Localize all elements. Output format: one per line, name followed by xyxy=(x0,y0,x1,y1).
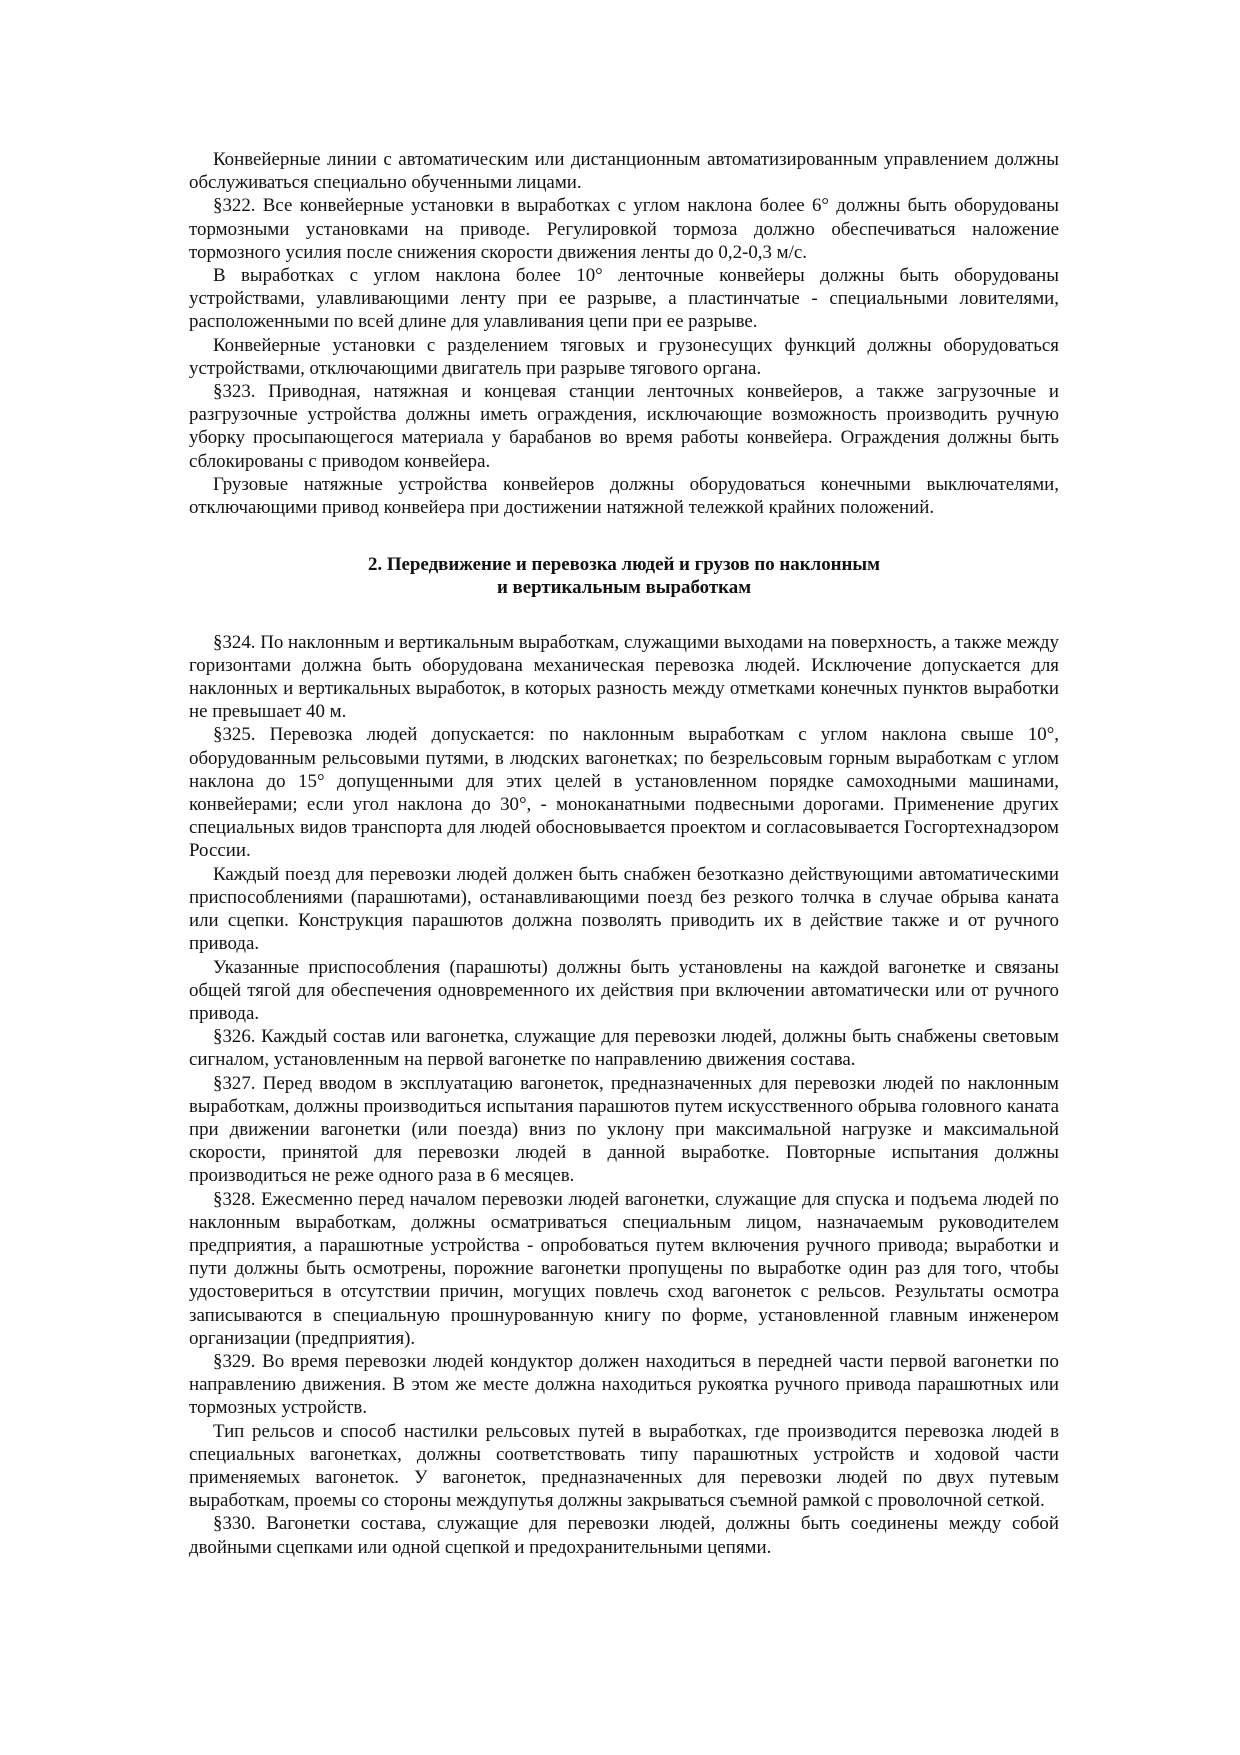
paragraph-328: §328. Ежесменно перед началом перевозки людей вагонетки, служащие для спуска и подъема людей по наклонным выработкам, должны осматриваться специальным лицом, назначаемым руководителем предприятия, а парашютные устройства - опробоваться путем включения ручного привода; выработки и пути должны быть осмотрены, порожние вагонетки пропущены по выработке один раз для того, чтобы удостовериться в отсутствии причин, могущих повлечь сход вагонеток с рельсов. Результаты осмотра записываются в специальную прошнурованную книгу по форме, установленной главным инженером организации (предприятия). xyxy=(189,1188,1059,1349)
paragraph-329: §329. Во время перевозки людей кондуктор должен находиться в передней части первой вагонетки по направлению движения. В этом же месте должна находиться рукоятка ручного привода парашютных или тормозных устройств. xyxy=(189,1350,1059,1419)
paragraph-322: §322. Все конвейерные установки в выработках с углом наклона более 6° должны быть оборудованы тормозными установками на приводе. Регулировкой тормоза должно обеспечиваться наложение тормозного усилия после снижения скорости движения ленты до 0,2-0,3 м/с. xyxy=(189,195,1059,263)
paragraph-326: §326. Каждый состав или вагонетка, служащие для перевозки людей, должны быть снабжены световым сигналом, установленным на первой вагонетке по направлению движения состава. xyxy=(189,1026,1059,1071)
paragraph-parachute-linkage: Указанные приспособления (парашюты) должны быть установлены на каждой вагонетке и связаны общей тягой для обеспечения одновременного их действия при включении автоматически или от ручного привода. xyxy=(189,956,1059,1024)
paragraph-330: §330. Вагонетки состава, служащие для перевозки людей, должны быть соединены между собой двойными сцепками или одной сцепкой и предохранительными цепями. xyxy=(189,1513,1059,1558)
paragraph-train-parachutes: Каждый поезд для перевозки людей должен быть снабжен безотказно действующими автоматическими приспособлениями (парашютами), останавливающими поезд без резкого толчка в случае обрыва каната или сцепки. Конструкция парашютов должна позволять приводить их в действие также и от ручного привода. xyxy=(189,863,1059,955)
paragraph-324: §324. По наклонным и вертикальным выработкам, служащими выходами на поверхность, а также между горизонтами должна быть оборудована механическая перевозка людей. Исключение допускается для наклонных и вертикальных выработок, в которых разность между отметками конечных пунктов выработки не превышает 40 м. xyxy=(189,631,1059,723)
paragraph-tension-limit-switches: Грузовые натяжные устройства конвейеров должны оборудоваться конечными выключателями, отключающими привод конвейера при достижении натяжной тележкой крайних положений. xyxy=(189,473,1059,519)
paragraph-327: §327. Перед вводом в эксплуатацию вагонеток, предназначенных для перевозки людей по наклонным выработкам, должны производиться испытания парашютов путем искусственного обрыва головного каната при движении вагонетки (или поезда) вниз по уклону при максимальной нагрузке и максимальной скорости, принятой для перевозки людей в данной выработке. Повторные испытания должны производиться не реже одного раза в 6 месяцев. xyxy=(189,1072,1059,1187)
section-heading xyxy=(189,553,1059,599)
paragraph-rail-types: Тип рельсов и способ настилки рельсовых путей в выработках, где производится перевозка людей в специальных вагонетках, должны соответствовать типу парашютных устройств и ходовой части применяемых вагонеток. У вагонеток, предназначенных для перевозки людей по двух путевым выработкам, проемы со стороны междупутья должны закрываться съемной рамкой с проволочной сеткой. xyxy=(189,1420,1059,1512)
paragraph-conveyor-remote-control: Конвейерные линии с автоматическим или дистанционным автоматизированным управлением должны обслуживаться специально обученными лицами. xyxy=(189,149,1059,194)
section-heading-line-1: 2. Передвижение и перевозка людей и грузов по наклонным xyxy=(367,554,881,576)
document-page xyxy=(189,148,1059,1559)
paragraph-conveyor-traction-split: Конвейерные установки с разделением тяговых и грузонесущих функций должны оборудоваться устройствами, отключающими двигатель при разрыве тягового органа. xyxy=(189,334,1059,379)
paragraph-323: §323. Приводная, натяжная и концевая станции ленточных конвейеров, а также загрузочные и разгрузочные устройства должны иметь ограждения, исключающие возможность производить ручную уборку просыпающегося материала у барабанов во время работы конвейера. Ограждения должны быть сблокированы с приводом конвейера. xyxy=(189,381,1059,472)
paragraph-conveyor-belt-catchers: В выработках с углом наклона более 10° ленточные конвейеры должны быть оборудованы устройствами, улавливающими ленту при ее разрыве, а пластинчатые - специальными ловителями, расположенными по всей длине для улавливания цепи при ее разрыве. xyxy=(189,265,1059,333)
paragraph-325: §325. Перевозка людей допускается: по наклонным выработкам с углом наклона свыше 10°, оборудованным рельсовыми путями, в людских вагонетках; по безрельсовым горным выработкам с углом наклона до 15° допущенными для этих целей в установленном порядке самоходными машинами, конвейерами; если угол наклона до 30°, - моноканатными подвесными дорогами. Применение других специальных видов транспорта для людей обосновывается проектом и согласовывается Госгортехнадзором России. xyxy=(189,724,1059,862)
section-heading-line-2: и вертикальным выработкам xyxy=(496,577,752,599)
